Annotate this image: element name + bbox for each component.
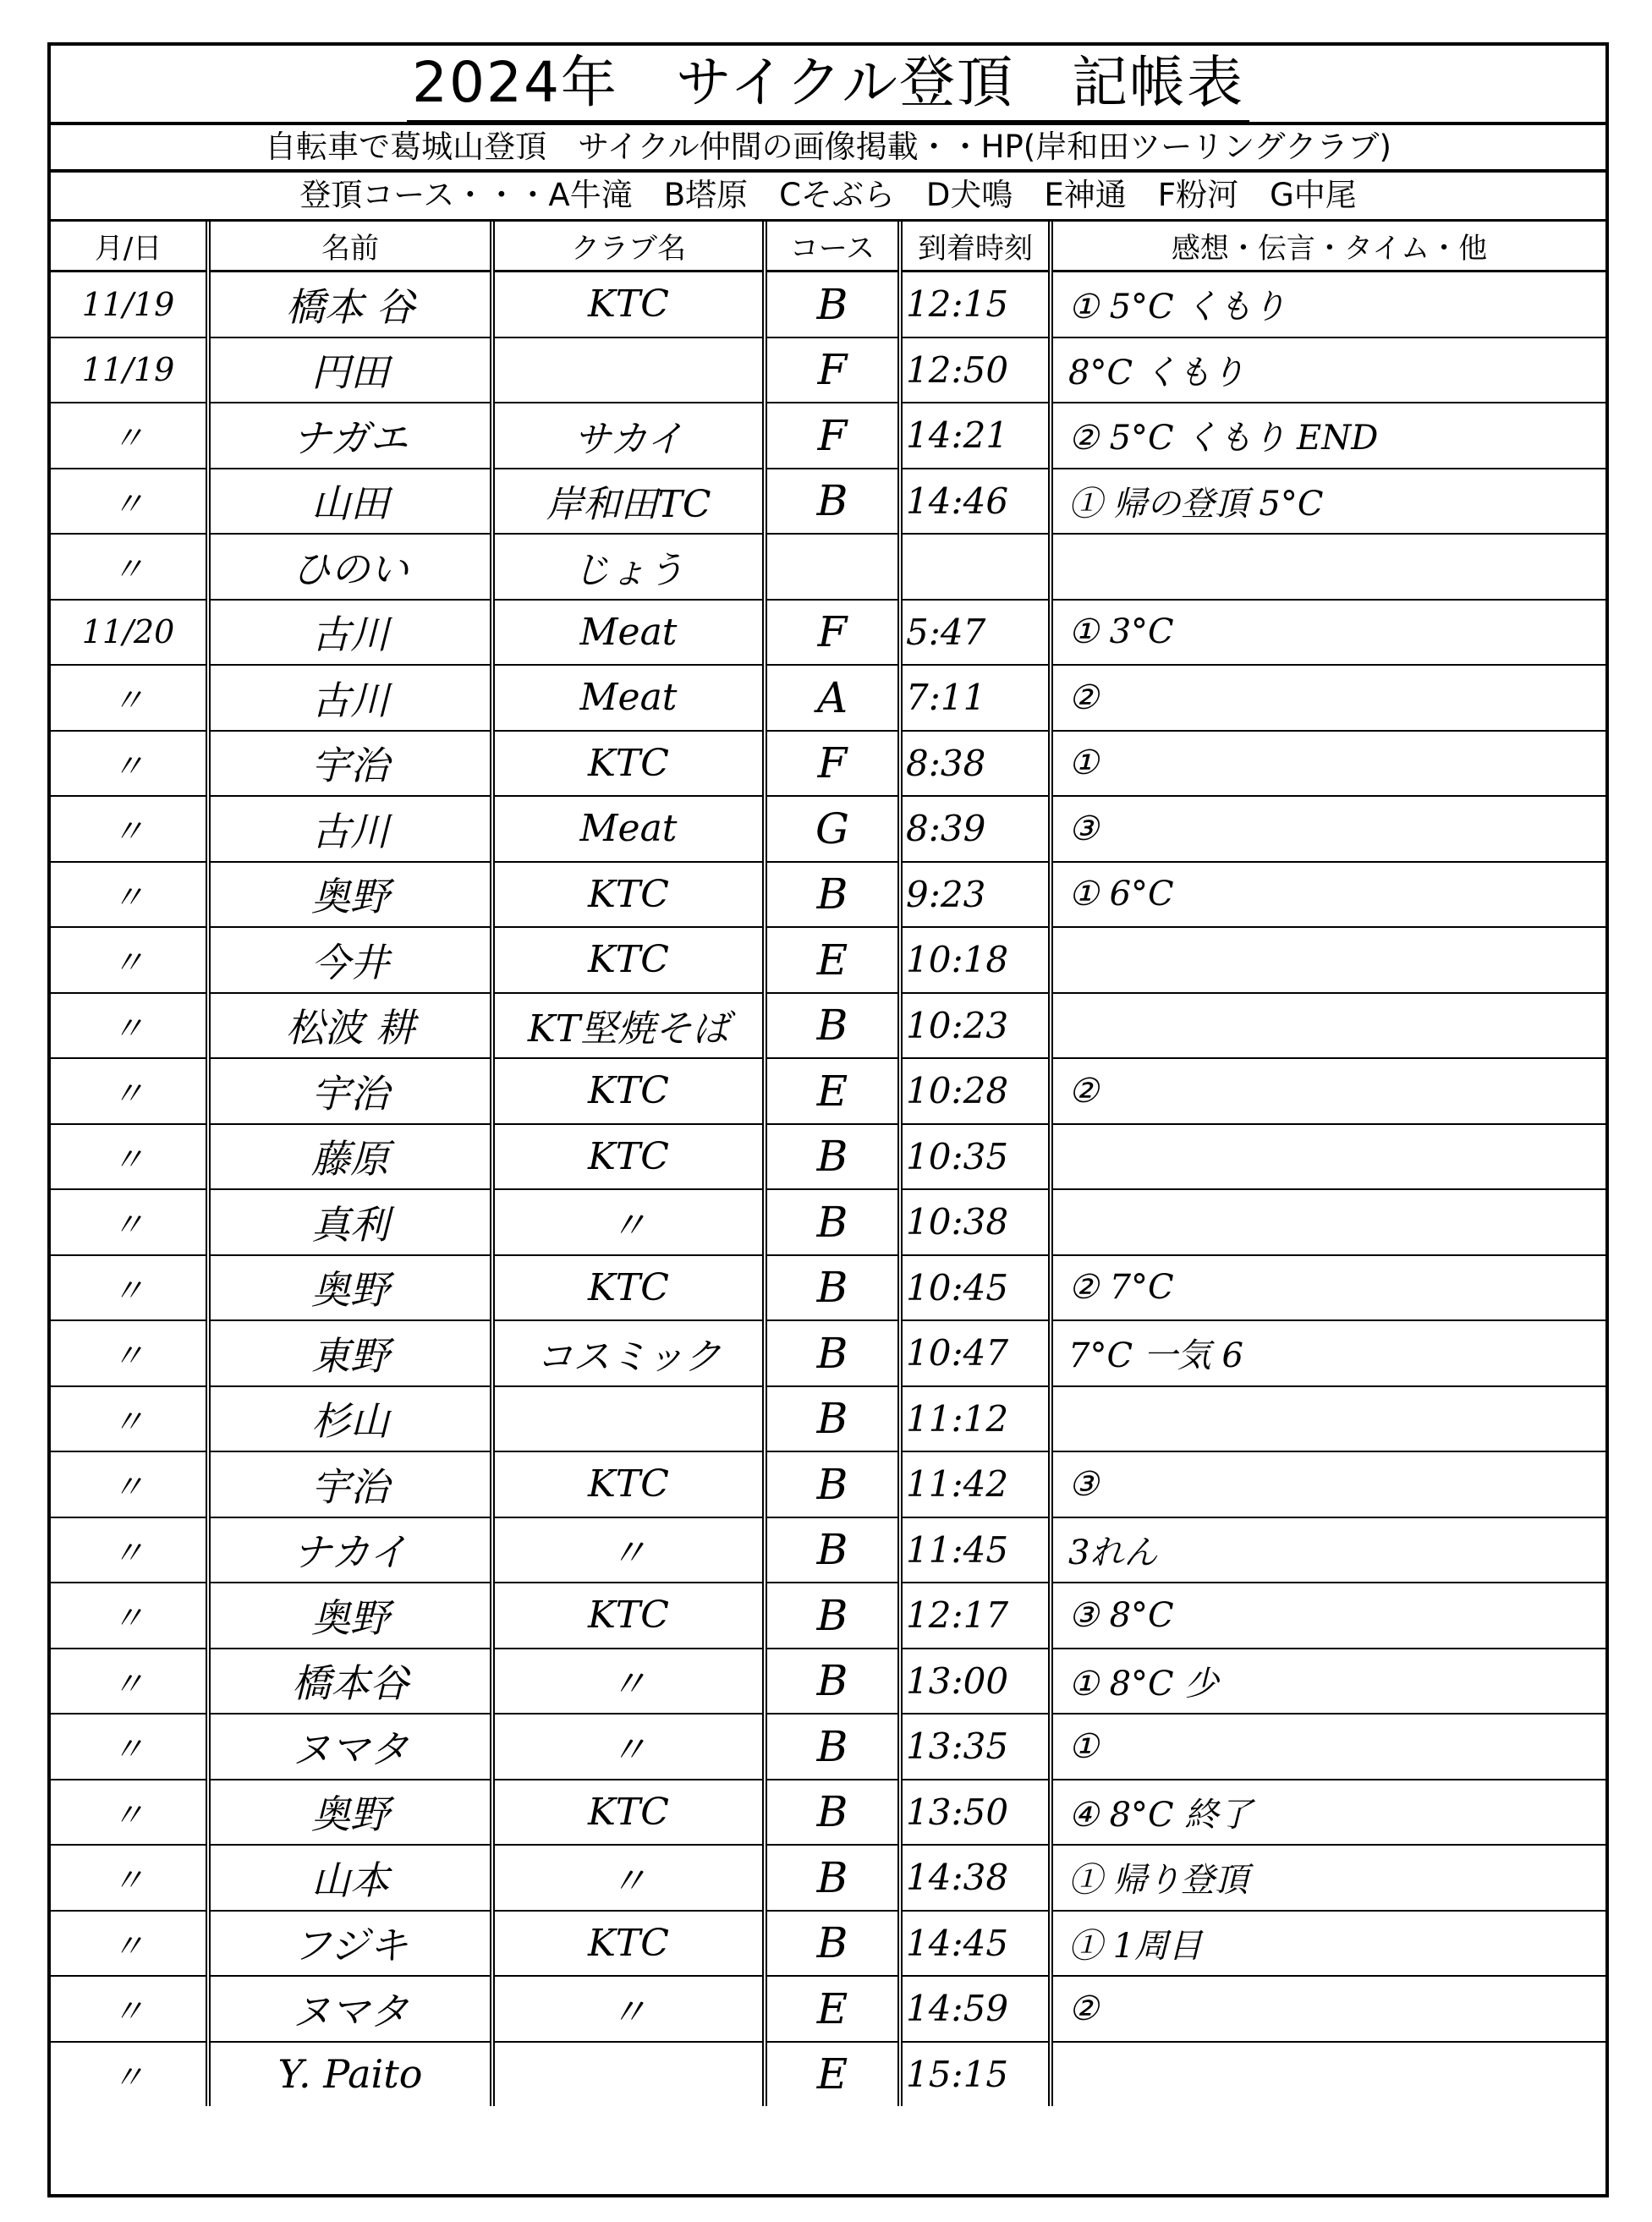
table-row [51, 1255, 1605, 1321]
note-cell [1051, 927, 1605, 993]
table-row [51, 469, 1605, 535]
note-cell [1051, 534, 1605, 600]
table-row [51, 272, 1605, 337]
date-cell: 〃 [51, 1124, 208, 1190]
note-cell: ① 5°C くもり [1051, 272, 1605, 337]
arrival-time-cell: 11:45 [900, 1517, 1051, 1583]
note-cell: ④ 8°C 終了 [1051, 1780, 1605, 1846]
club-cell: Meat [492, 796, 765, 862]
arrival-time-cell: 12:17 [900, 1583, 1051, 1649]
table-row [51, 665, 1605, 731]
date-cell: 11/20 [51, 600, 208, 666]
table-row [51, 1320, 1605, 1386]
note-cell: ② 5°C くもり END [1051, 403, 1605, 469]
course-cell: A [765, 665, 900, 731]
table-row [51, 534, 1605, 600]
name-cell: 山本 [208, 1845, 492, 1911]
note-cell: 3れん [1051, 1517, 1605, 1583]
date-cell: 11/19 [51, 272, 208, 337]
course-cell: E [765, 1976, 900, 2042]
club-cell: KTC [492, 862, 765, 928]
name-header: 名前 [208, 222, 492, 272]
club-cell: Meat [492, 600, 765, 666]
club-cell [492, 337, 765, 403]
date-cell: 〃 [51, 1255, 208, 1321]
arrival-time-cell: 5:47 [900, 600, 1051, 666]
arrival-time-cell: 12:50 [900, 337, 1051, 403]
course-cell: G [765, 796, 900, 862]
arrival-time-cell: 14:59 [900, 1976, 1051, 2042]
club-cell: 〃 [492, 1845, 765, 1911]
table-row [51, 1124, 1605, 1190]
course-cell: B [765, 1845, 900, 1911]
arrival-time-cell: 10:23 [900, 993, 1051, 1059]
club-cell: KTC [492, 1451, 765, 1517]
course-cell: F [765, 337, 900, 403]
date-cell: 〃 [51, 1780, 208, 1846]
club-cell: 〃 [492, 1189, 765, 1255]
name-cell: 真利 [208, 1189, 492, 1255]
name-cell: 宇治 [208, 1058, 492, 1124]
date-cell: 〃 [112, 2058, 145, 2096]
course-cell: B [765, 1451, 900, 1517]
club-cell [492, 2042, 765, 2107]
date-cell: 11/19 [51, 337, 208, 403]
name-cell: 東野 [208, 1320, 492, 1386]
date-cell: 〃 [51, 1583, 208, 1649]
table-row [51, 600, 1605, 666]
arrival-time-cell [900, 534, 1051, 600]
table-row [51, 337, 1605, 403]
arrival-time-cell: 14:45 [900, 1911, 1051, 1977]
course-cell: B [765, 1189, 900, 1255]
name-cell: 藤原 [208, 1124, 492, 1190]
course-cell: B [765, 1780, 900, 1846]
logbook-sheet [47, 42, 1609, 2197]
club-cell: じょう [492, 534, 765, 600]
note-cell [1051, 2042, 1605, 2107]
note-cell: 7°C 一気 6 [1051, 1320, 1605, 1386]
club-cell: KTC [492, 731, 765, 797]
arrival-time-cell: 7:11 [900, 665, 1051, 731]
club-cell: KTC [492, 1124, 765, 1190]
club-cell: KTC [492, 927, 765, 993]
table-row [51, 2042, 1605, 2107]
arrival-time-cell: 13:00 [900, 1649, 1051, 1715]
name-cell: 古川 [208, 600, 492, 666]
arrival-time-cell: 11:12 [900, 1386, 1051, 1452]
table-row [51, 1451, 1605, 1517]
name-cell: フジキ [208, 1911, 492, 1977]
subtitle-line: 自転車で葛城山登頂 サイクル仲間の画像掲載・・HP(岸和田ツーリングクラブ) [51, 125, 1605, 173]
course-cell: B [765, 1517, 900, 1583]
arrival-time-cell: 11:42 [900, 1451, 1051, 1517]
course-cell: B [765, 1320, 900, 1386]
name-cell: ヌマタ [208, 1714, 492, 1780]
name-cell: 古川 [208, 796, 492, 862]
arrival-header: 到着時刻 [900, 222, 1051, 272]
course-cell: B [765, 1124, 900, 1190]
arrival-time-cell: 10:28 [900, 1058, 1051, 1124]
name-cell: 奥野 [208, 1255, 492, 1321]
note-cell: ① [1051, 1714, 1605, 1780]
date-cell: 〃 [51, 1386, 208, 1452]
club-cell: 岸和田TC [492, 469, 765, 535]
name-cell: 古川 [208, 665, 492, 731]
club-cell: 〃 [492, 1714, 765, 1780]
club-cell: KTC [492, 1058, 765, 1124]
arrival-time-cell: 12:15 [900, 272, 1051, 337]
course-cell: B [765, 862, 900, 928]
name-cell: ナガエ [208, 403, 492, 469]
course-cell: F [765, 731, 900, 797]
date-cell: 〃 [51, 1911, 208, 1977]
date-cell: 〃 [51, 1189, 208, 1255]
note-cell: ① [1051, 731, 1605, 797]
date-cell: 〃 [51, 534, 208, 600]
course-cell: B [765, 1714, 900, 1780]
club-cell: KTC [492, 1780, 765, 1846]
course-cell: E [765, 1058, 900, 1124]
arrival-time-cell: 10:18 [900, 927, 1051, 993]
note-cell: 8°C くもり [1051, 337, 1605, 403]
course-cell: B [765, 469, 900, 535]
header-row [51, 222, 1605, 272]
arrival-time-cell: 14:46 [900, 469, 1051, 535]
table-row [51, 1583, 1605, 1649]
table-row [51, 927, 1605, 993]
arrival-time-cell: 14:21 [900, 403, 1051, 469]
course-cell: B [765, 1649, 900, 1715]
course-cell: B [765, 1583, 900, 1649]
club-cell: 〃 [492, 1976, 765, 2042]
course-cell: B [765, 272, 900, 337]
note-cell: ① 6°C [1051, 862, 1605, 928]
name-cell: 奥野 [208, 1780, 492, 1846]
club-cell: KT堅焼そば [492, 993, 765, 1059]
club-cell: KTC [492, 272, 765, 337]
club-cell: Meat [492, 665, 765, 731]
course-cell: E [765, 2042, 900, 2107]
club-cell: KTC [492, 1583, 765, 1649]
course-cell: F [765, 403, 900, 469]
arrival-time-cell: 13:35 [900, 1714, 1051, 1780]
arrival-time-cell: 8:38 [900, 731, 1051, 797]
arrival-time-cell: 8:39 [900, 796, 1051, 862]
name-cell: ナカイ [208, 1517, 492, 1583]
name-cell: 杉山 [208, 1386, 492, 1452]
note-cell: ③ [1051, 796, 1605, 862]
note-cell: ③ [1051, 1451, 1605, 1517]
date-cell: 〃 [51, 731, 208, 797]
table-row [51, 1976, 1605, 2042]
course-cell: B [765, 1386, 900, 1452]
note-cell: ① 8°C 少 [1051, 1649, 1605, 1715]
course-legend: 登頂コース・・・A牛滝 B塔原 Cそぶら D犬鳴 E神通 F粉河 G中尾 [51, 173, 1605, 222]
date-cell: 〃 [51, 1976, 208, 2042]
date-cell: 〃 [51, 1058, 208, 1124]
title-band [51, 46, 1605, 125]
table-row [51, 1058, 1605, 1124]
log-table [51, 222, 1605, 2106]
course-cell: B [765, 1255, 900, 1321]
course-cell [765, 534, 900, 600]
arrival-time-cell: 15:15 [900, 2042, 1051, 2107]
date-cell: 〃 [51, 1451, 208, 1517]
date-cell: 〃 [51, 469, 208, 535]
date-cell: 〃 [51, 665, 208, 731]
table-row [51, 1517, 1605, 1583]
name-cell: 宇治 [208, 1451, 492, 1517]
name-cell: ヌマタ [208, 1976, 492, 2042]
date-cell: 〃 [51, 796, 208, 862]
notes-header: 感想・伝言・タイム・他 [1051, 222, 1605, 272]
club-cell: 〃 [492, 1649, 765, 1715]
log-rows [51, 272, 1605, 2107]
page-title: 2024年 サイクル登頂 記帳表 [407, 46, 1249, 123]
table-row [51, 403, 1605, 469]
note-cell: ① 3°C [1051, 600, 1605, 666]
table-row [51, 796, 1605, 862]
name-cell: 宇治 [208, 731, 492, 797]
date-header: 月/日 [51, 222, 208, 272]
arrival-time-cell: 10:38 [900, 1189, 1051, 1255]
name-cell: 今井 [208, 927, 492, 993]
date-cell: 〃 [51, 1649, 208, 1715]
name-cell: Y. Paito [208, 2042, 492, 2107]
arrival-time-cell: 10:45 [900, 1255, 1051, 1321]
course-cell: F [765, 600, 900, 666]
note-cell [1051, 1124, 1605, 1190]
club-cell [492, 1386, 765, 1452]
note-cell: ② 7°C [1051, 1255, 1605, 1321]
table-row [51, 731, 1605, 797]
club-header: クラブ名 [492, 222, 765, 272]
note-cell: ③ 8°C [1051, 1583, 1605, 1649]
note-cell: ① 帰の登頂 5°C [1051, 469, 1605, 535]
note-cell: ① 1周目 [1051, 1911, 1605, 1977]
table-row [51, 1911, 1605, 1977]
arrival-time-cell: 14:38 [900, 1845, 1051, 1911]
name-cell: 山田 [208, 469, 492, 535]
name-cell: 橋本谷 [208, 1649, 492, 1715]
arrival-time-cell: 10:35 [900, 1124, 1051, 1190]
course-cell: B [765, 993, 900, 1059]
date-cell: 〃 [51, 993, 208, 1059]
name-cell: 奥野 [208, 862, 492, 928]
date-cell: 〃 [51, 1845, 208, 1911]
table-row [51, 1714, 1605, 1780]
note-cell: ① 帰り登頂 [1051, 1845, 1605, 1911]
name-cell: 橋本 谷 [208, 272, 492, 337]
name-cell: 円田 [208, 337, 492, 403]
date-cell: 〃 [51, 1714, 208, 1780]
note-cell [1051, 993, 1605, 1059]
note-cell [1051, 1386, 1605, 1452]
table-row [51, 1845, 1605, 1911]
table-row [51, 1386, 1605, 1452]
name-cell: 松波 耕 [208, 993, 492, 1059]
club-cell: コスミック [492, 1320, 765, 1386]
date-cell: 〃 [51, 403, 208, 469]
course-header: コース [765, 222, 900, 272]
table-row [51, 862, 1605, 928]
club-cell: KTC [492, 1255, 765, 1321]
course-cell: B [765, 1911, 900, 1977]
date-cell: 〃 [51, 1517, 208, 1583]
note-cell [1051, 1189, 1605, 1255]
table-row [51, 1780, 1605, 1846]
club-cell: サカイ [492, 403, 765, 469]
note-cell: ② [1051, 1976, 1605, 2042]
note-cell: ② [1051, 665, 1605, 731]
name-cell: 奥野 [208, 1583, 492, 1649]
table-row [51, 1189, 1605, 1255]
course-cell: E [765, 927, 900, 993]
date-cell: 〃 [51, 927, 208, 993]
arrival-time-cell: 13:50 [900, 1780, 1051, 1846]
date-cell: 〃 [51, 862, 208, 928]
note-cell: ② [1051, 1058, 1605, 1124]
club-cell: 〃 [492, 1517, 765, 1583]
club-cell: KTC [492, 1911, 765, 1977]
name-cell: ひのい [208, 534, 492, 600]
arrival-time-cell: 9:23 [900, 862, 1051, 928]
arrival-time-cell: 10:47 [900, 1320, 1051, 1386]
table-row [51, 1649, 1605, 1715]
table-row [51, 993, 1605, 1059]
date-cell: 〃 [51, 1320, 208, 1386]
